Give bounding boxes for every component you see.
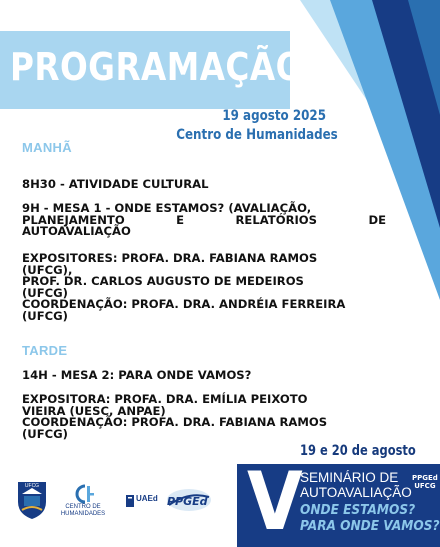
item-line: (UFCG), xyxy=(22,262,73,277)
event-dates: 19 e 20 de agosto xyxy=(300,443,416,459)
seminar-title-line1: SEMINÁRIO DE xyxy=(300,470,399,485)
item-line: VIEIRA (UESC, ANPAE) xyxy=(22,403,166,418)
schedule-item xyxy=(22,179,386,191)
item-line: PROF. DR. CARLOS AUGUSTO DE MEDEIROS xyxy=(22,274,304,289)
item-line: PLANEJAMENTO E RELATÓRIOS DE xyxy=(22,212,386,227)
ppged-badge xyxy=(412,474,438,490)
ufcg-logo xyxy=(16,480,48,525)
ppged-logo xyxy=(165,487,213,518)
item-line: EXPOSITORES: PROFA. DRA. FABIANA RAMOS xyxy=(22,251,318,265)
schedule-item xyxy=(22,203,386,238)
schedule-item xyxy=(22,394,386,440)
item-line: COORDENAÇÃO: PROFA. DRA. FABIANA RAMOS xyxy=(22,415,328,430)
afternoon-heading: TARDE xyxy=(22,343,68,358)
item-line: EXPOSITORA: PROFA. DRA. EMÍLIA PEIXOTO xyxy=(22,392,308,406)
schedule-item xyxy=(22,370,386,382)
item-line: 8H30 - ATIVIDADE CULTURAL xyxy=(22,177,209,191)
item-line: COORDENAÇÃO: PROFA. DRA. ANDRÉIA FERREIRA xyxy=(22,297,346,312)
event-venue: Centro de Humanidades xyxy=(176,127,338,143)
seminar-question1: ONDE ESTAMOS? xyxy=(300,502,416,518)
event-date: 19 agosto 2025 xyxy=(222,108,326,124)
seminar-question2: PARA ONDE VAMOS? xyxy=(300,518,440,534)
ch-logo-text: HUMANIDADES xyxy=(60,511,106,517)
ppged-badge-line: PPGEd xyxy=(412,474,438,482)
seminar-roman-numeral: V xyxy=(247,455,303,547)
item-line: (UFCG) xyxy=(22,285,68,300)
item-line: 14H - MESA 2: PARA ONDE VAMOS? xyxy=(22,368,252,382)
morning-heading: MANHÃ xyxy=(22,140,72,155)
uaed-logo-text: UAEd xyxy=(136,494,158,503)
ch-logo-icon xyxy=(71,484,95,504)
item-line: AUTOAVALIAÇÃO xyxy=(22,224,131,239)
schedule-item xyxy=(22,253,386,323)
ppged-badge-line: UFCG xyxy=(414,482,436,490)
uaed-book-icon xyxy=(125,494,135,508)
ufcg-logo-text: UFCG xyxy=(24,483,40,489)
seminar-title-line2: AUTOAVALIAÇÃO xyxy=(300,485,412,500)
page-title: PROGRAMAÇÃO xyxy=(10,45,304,89)
item-line: (UFCG) xyxy=(22,308,68,323)
ch-logo-text: CENTRO DE xyxy=(65,504,101,510)
item-line: (UFCG) xyxy=(22,426,68,441)
top-light-band xyxy=(0,0,350,31)
centro-humanidades-logo xyxy=(60,484,106,518)
ppged-logo-text: PPGEd xyxy=(167,495,208,508)
item-line: 9H - MESA 1 - ONDE ESTAMOS? (AVALIAÇÃO, xyxy=(22,201,312,215)
